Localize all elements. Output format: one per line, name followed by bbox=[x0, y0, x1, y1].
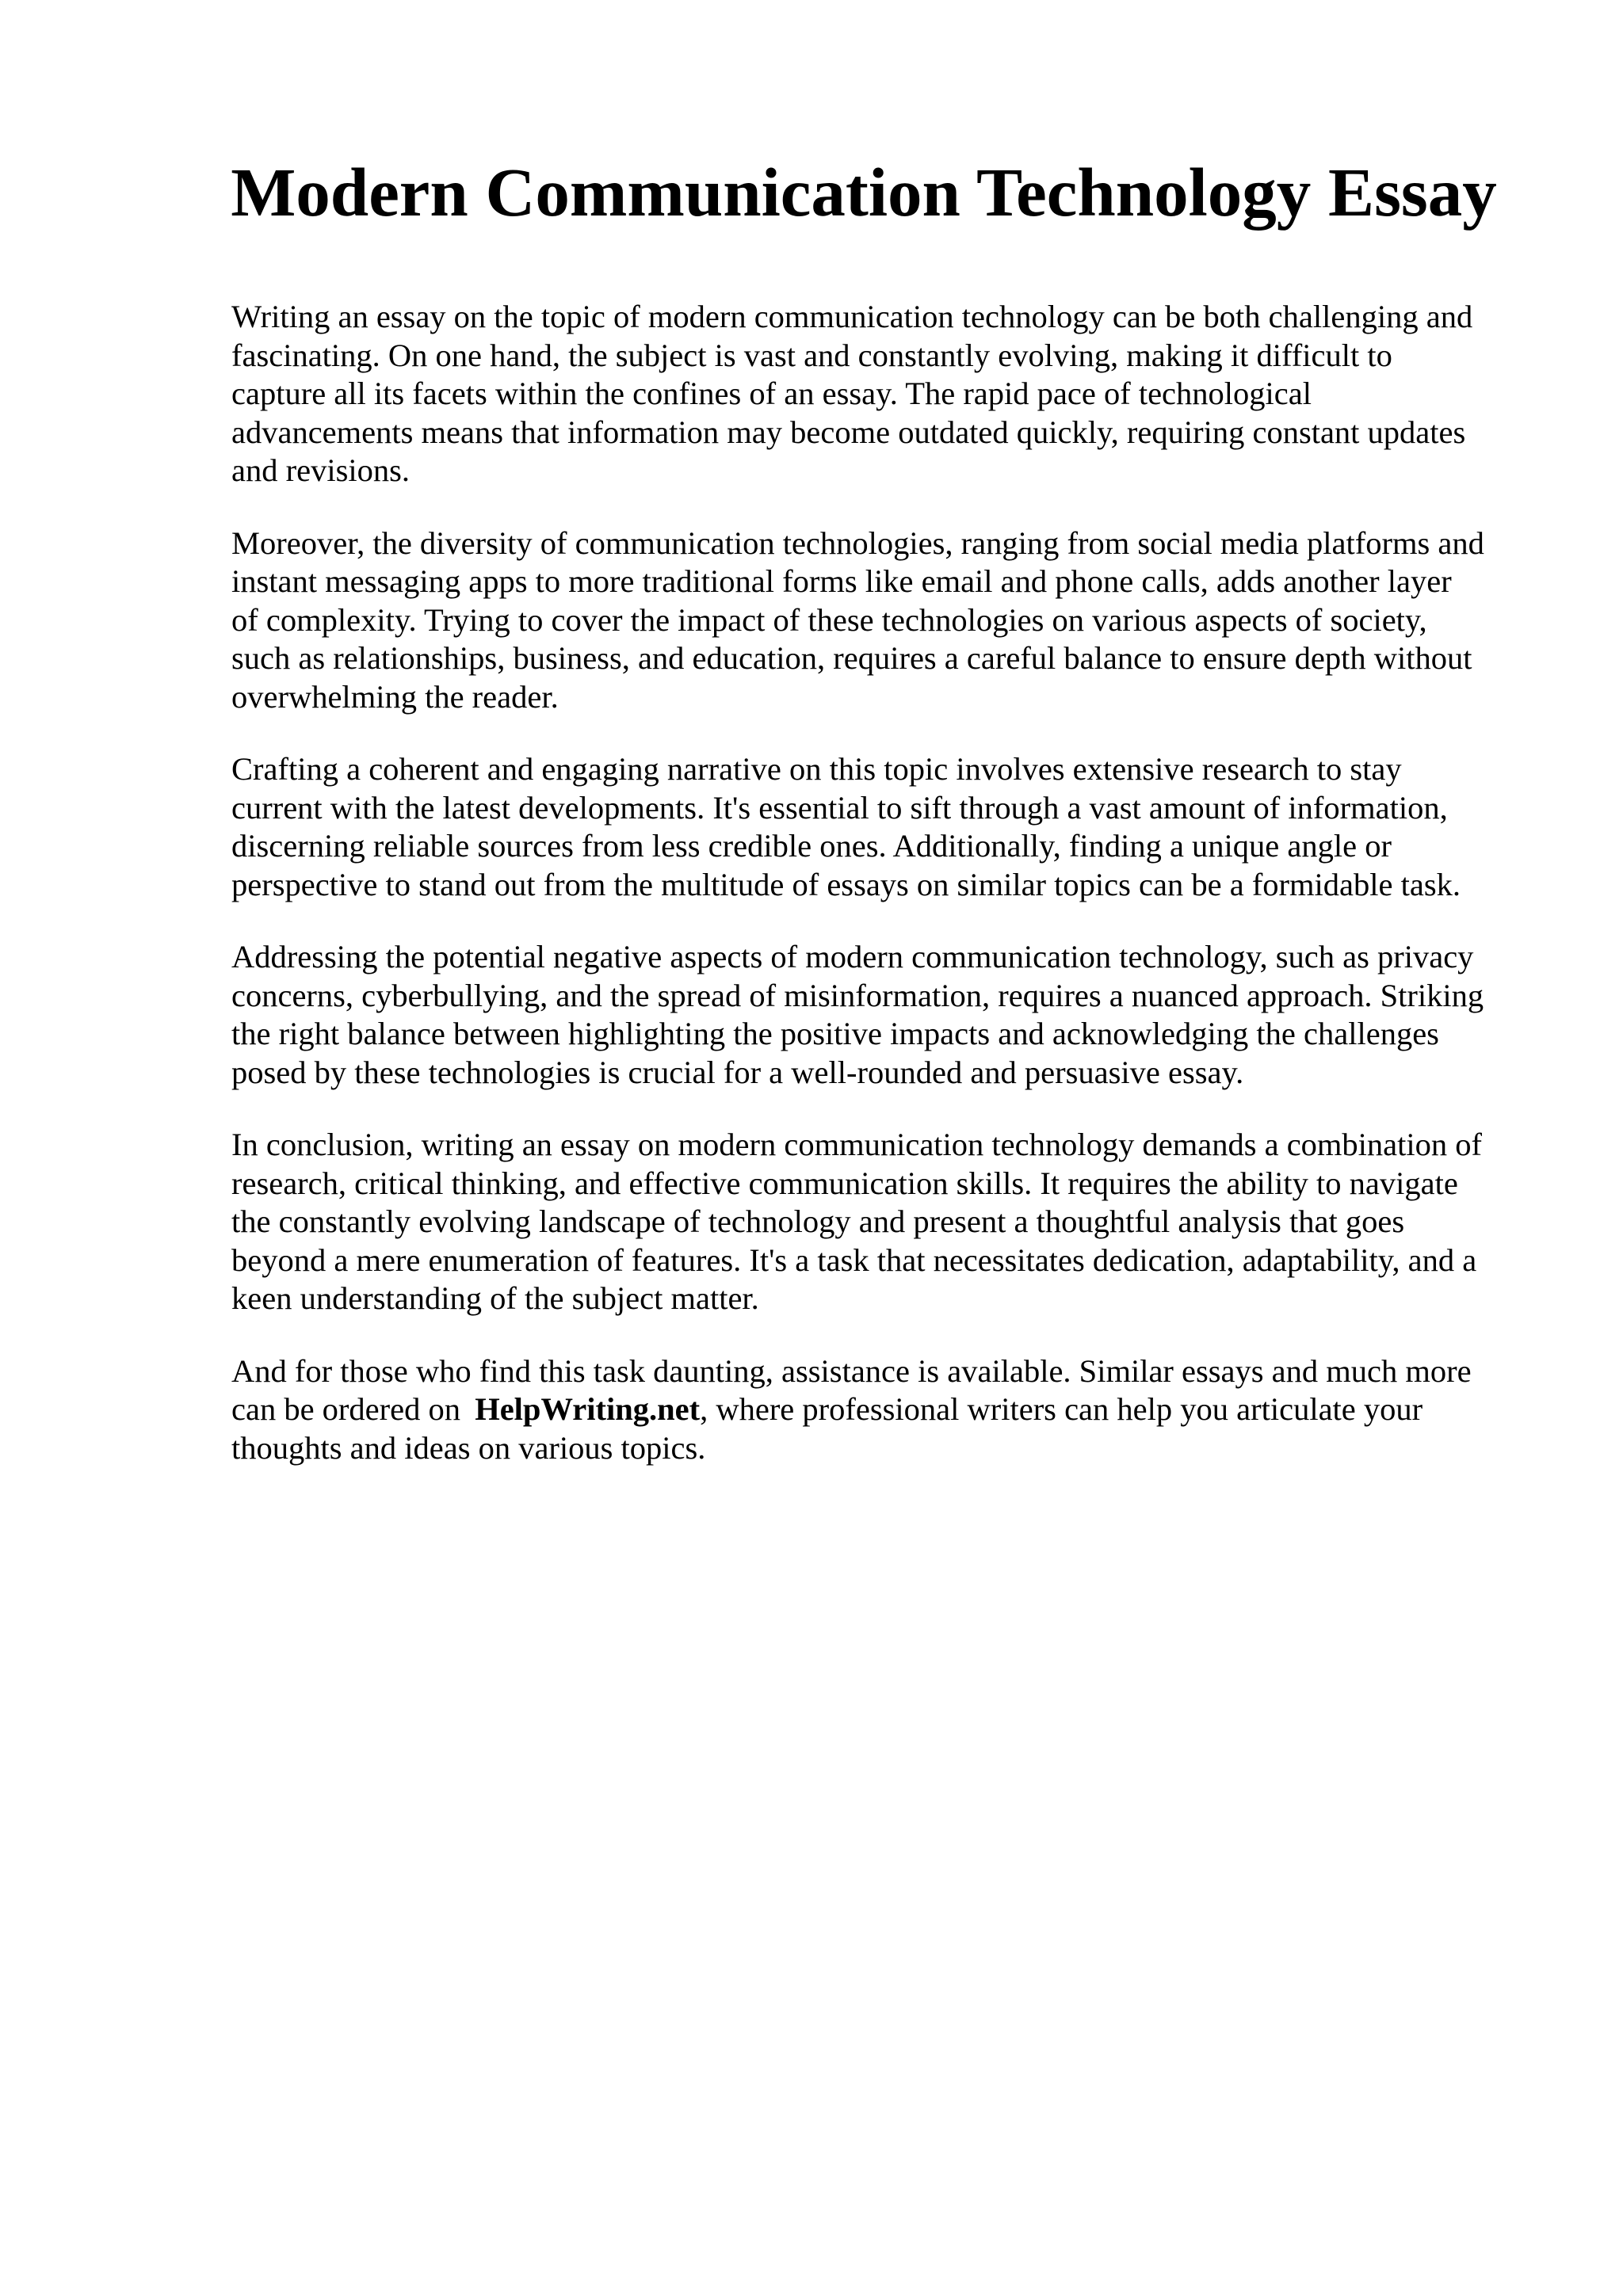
paragraph-3 bbox=[231, 750, 1531, 904]
text-segment: , where professional writers can help you articulate your bbox=[700, 1391, 1423, 1427]
text-line: fascinating. On one hand, the subject is vast and constantly evolving, making it difficult to bbox=[231, 337, 1392, 373]
text-segment: can be ordered on bbox=[231, 1391, 460, 1427]
text-line: advancements means that information may become outdated quickly, requiring constant updates bbox=[231, 414, 1466, 450]
text-line bbox=[231, 1390, 1531, 1429]
text-line: the right balance between highlighting the positive impacts and acknowledging the challenges bbox=[231, 1016, 1439, 1051]
paragraph-4 bbox=[231, 938, 1531, 1092]
text-line: And for those who find this task daunting, assistance is available. Similar essays and much more bbox=[231, 1352, 1472, 1389]
text-line: Moreover, the diversity of communication technologies, ranging from social media platforms and bbox=[231, 524, 1484, 561]
document-title: Modern Communication Technology Essay bbox=[231, 154, 1497, 231]
text-line: and revisions. bbox=[231, 452, 410, 488]
text-line: perspective to stand out from the multitude of essays on similar topics can be a formidable task. bbox=[231, 866, 1461, 902]
text-line: thoughts and ideas on various topics. bbox=[231, 1429, 706, 1466]
text-line: the constantly evolving landscape of technology and present a thoughtful analysis that goes bbox=[231, 1203, 1405, 1239]
document-body bbox=[231, 298, 1531, 1501]
text-line: of complexity. Trying to cover the impact of these technologies on various aspects of society, bbox=[231, 601, 1427, 638]
paragraph-5 bbox=[231, 1126, 1531, 1318]
paragraph-1 bbox=[231, 298, 1531, 490]
text-line: current with the latest developments. It's essential to sift through a vast amount of information, bbox=[231, 789, 1448, 826]
paragraph-closing bbox=[231, 1352, 1531, 1468]
text-line: instant messaging apps to more traditional forms like email and phone calls, adds another layer bbox=[231, 563, 1452, 599]
text-line: research, critical thinking, and effective communication skills. It requires the ability to navigate bbox=[231, 1165, 1458, 1201]
text-line: Crafting a coherent and engaging narrative on this topic involves extensive research to stay bbox=[231, 751, 1402, 787]
text-line: posed by these technologies is crucial for a well-rounded and persuasive essay. bbox=[231, 1054, 1244, 1090]
text-line: keen understanding of the subject matter. bbox=[231, 1280, 759, 1316]
text-line: capture all its facets within the confines of an essay. The rapid pace of technological bbox=[231, 376, 1312, 411]
helpwriting-link[interactable]: HelpWriting.net bbox=[475, 1391, 701, 1427]
text-line: In conclusion, writing an essay on modern communication technology demands a combination of bbox=[231, 1127, 1483, 1162]
text-line: concerns, cyberbullying, and the spread of misinformation, requires a nuanced approach. Striking bbox=[231, 977, 1484, 1013]
paragraph-2 bbox=[231, 524, 1531, 717]
text-line: Addressing the potential negative aspects of modern communication technology, such as privacy bbox=[231, 939, 1474, 974]
text-line: Writing an essay on the topic of modern communication technology can be both challenging and bbox=[231, 299, 1473, 334]
text-line: such as relationships, business, and education, requires a careful balance to ensure depth without bbox=[231, 640, 1472, 676]
text-line: overwhelming the reader. bbox=[231, 678, 559, 715]
text-line: discerning reliable sources from less credible ones. Additionally, finding a unique angle or bbox=[231, 828, 1392, 864]
text-line: beyond a mere enumeration of features. It's a task that necessitates dedication, adaptability, and a bbox=[231, 1241, 1477, 1278]
